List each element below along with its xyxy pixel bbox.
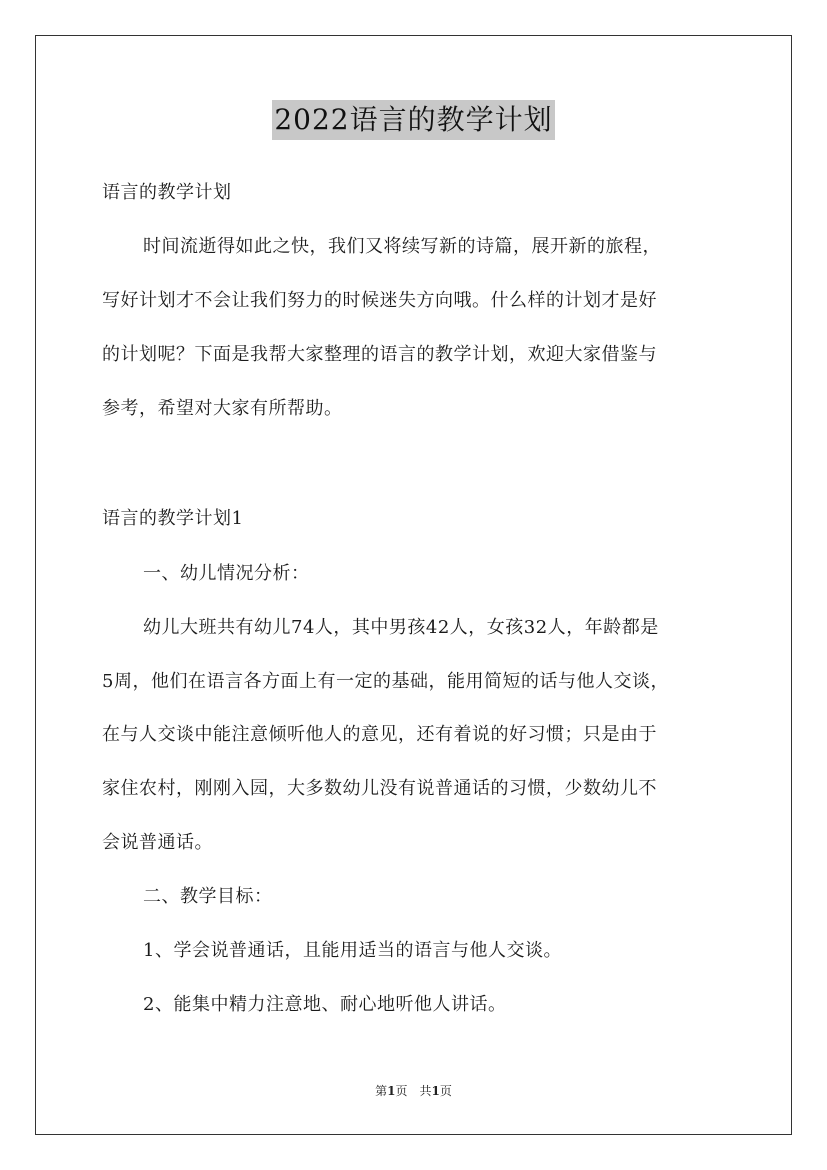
part1-line-1: 幼儿大班共有幼儿74人，其中男孩42人，女孩32人，年龄都是 xyxy=(143,617,659,638)
document-subtitle: 语言的教学计划 xyxy=(102,182,232,203)
footer-current-page: 1 xyxy=(387,1084,396,1098)
intro-line-1: 时间流逝得如此之快，我们又将续写新的诗篇，展开新的旅程， xyxy=(143,236,661,257)
part1-line-4: 家住农村，刚刚入园，大多数幼儿没有说普通话的习惯，少数幼儿不 xyxy=(102,778,657,799)
footer-suffix: 页 xyxy=(439,1084,452,1098)
part1-heading: 一、幼儿情况分析： xyxy=(143,563,310,584)
intro-line-4: 参考，希望对大家有所帮助。 xyxy=(102,398,343,419)
part1-line-2: 5周，他们在语言各方面上有一定的基础，能用简短的话与他人交谈， xyxy=(102,671,669,692)
page-footer xyxy=(0,1083,827,1099)
section-heading: 语言的教学计划1 xyxy=(102,508,244,529)
goal-1: 1、学会说普通话，且能用适当的语言与他人交谈。 xyxy=(143,940,562,961)
footer-total-pages: 1 xyxy=(431,1084,440,1098)
footer-prefix: 第 xyxy=(375,1084,388,1098)
intro-line-3: 的计划呢？下面是我帮大家整理的语言的教学计划，欢迎大家借鉴与 xyxy=(102,344,657,365)
title-container xyxy=(0,100,827,140)
document-title: 2022语言的教学计划 xyxy=(272,100,554,140)
part1-line-5: 会说普通话。 xyxy=(102,832,213,853)
goal-2: 2、能集中精力注意地、耐心地听他人讲话。 xyxy=(143,994,507,1015)
footer-mid: 页 共 xyxy=(395,1084,432,1098)
part1-line-3: 在与人交谈中能注意倾听他人的意见，还有着说的好习惯；只是由于 xyxy=(102,724,657,745)
intro-line-2: 写好计划才不会让我们努力的时候迷失方向哦。什么样的计划才是好 xyxy=(102,290,657,311)
part2-heading: 二、教学目标： xyxy=(143,886,273,907)
